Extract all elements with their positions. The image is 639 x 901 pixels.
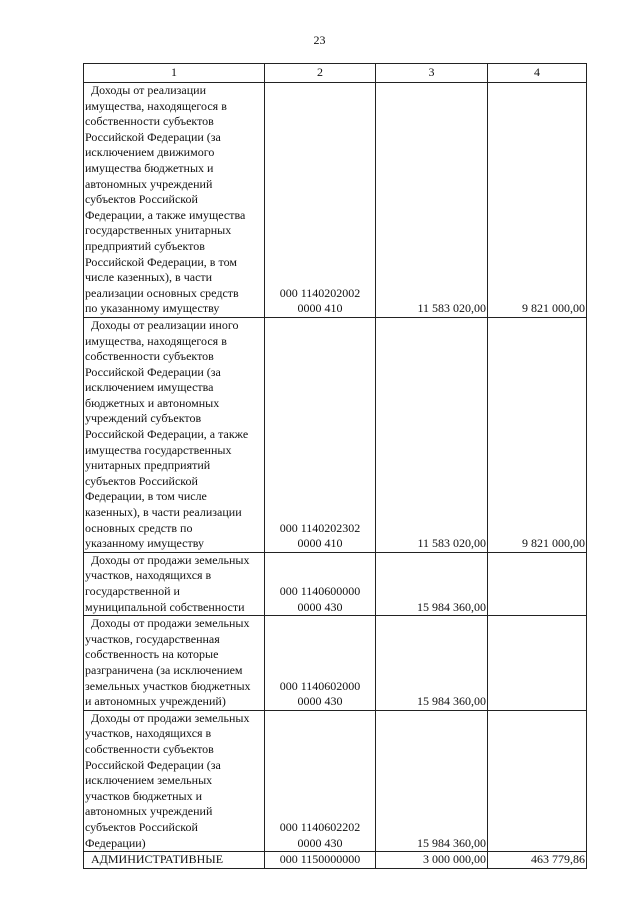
- row-name-text: Доходы от реализации иного имущества, находящегося в собственности субъектов Российской Федерации (за исключением имущества бюджетных и автономных учреждений субъектов Российской Федерации, а также имущества государственных унитарных предприятий субъектов Российской Федерации, в том числе казенных), в части реализации основных средств по указанному имуществу: [85, 317, 249, 551]
- row-name: [84, 552, 265, 615]
- column-header-3: 3: [376, 64, 488, 83]
- column-header-2: 2: [265, 64, 376, 83]
- row-value-col3: 15 984 360,00: [376, 616, 488, 711]
- table-row: [84, 83, 587, 318]
- row-value-col4: 463 779,86: [488, 852, 587, 869]
- row-value-col3: 11 583 020,00: [376, 317, 488, 552]
- revenue-table: [83, 63, 587, 869]
- row-name-text: Доходы от реализации имущества, находящегося в собственности субъектов Российской Федерации (за исключением движимого имущества бюджетных и автономных учреждений субъектов Российской Федерации, а также имущества государственных унитарных предприятий субъектов Российской Федерации, в том числе казенных), в части реализации основных средств по указанному имуществу: [85, 83, 246, 316]
- table-row: [84, 317, 587, 552]
- row-value-col4: 9 821 000,00: [488, 317, 587, 552]
- row-code: 000 1140602000 0000 430: [265, 616, 376, 711]
- row-name: [84, 616, 265, 711]
- row-name: [84, 317, 265, 552]
- row-name: [84, 83, 265, 318]
- row-name-text: Доходы от продажи земельных участков, находящихся в собственности субъектов Российской Федерации (за исключением земельных участков бюджетных и автономных учреждений субъектов Российской Федерации): [85, 710, 250, 850]
- row-name-text: Доходы от продажи земельных участков, находящихся в государственной и муниципальной собственности: [85, 552, 250, 614]
- page-number: 23: [313, 33, 326, 47]
- table-row: [84, 552, 587, 615]
- row-value-col3: 15 984 360,00: [376, 710, 488, 851]
- row-code: 000 1140600000 0000 430: [265, 552, 376, 615]
- header-row: [84, 64, 587, 83]
- table-row: [84, 616, 587, 711]
- row-value-col3: 3 000 000,00: [376, 852, 488, 869]
- table-row: [84, 710, 587, 851]
- row-name-text: АДМИНИСТРАТИВНЫЕ: [91, 852, 224, 867]
- row-code: 000 1140202002 0000 410: [265, 83, 376, 318]
- row-value-col3: 15 984 360,00: [376, 552, 488, 615]
- column-header-4: 4: [488, 64, 587, 83]
- column-header-1: 1: [84, 64, 265, 83]
- row-value-col4: [488, 552, 587, 615]
- row-name-text: Доходы от продажи земельных участков, государственная собственность на которые разграничена (за исключением земельных участков бюджетных и автономных учреждений): [85, 616, 251, 709]
- row-name: [84, 852, 265, 869]
- row-code: 000 1140202302 0000 410: [265, 317, 376, 552]
- table-row: [84, 852, 587, 869]
- row-code: 000 1150000000: [265, 852, 376, 869]
- row-code: 000 1140602202 0000 430: [265, 710, 376, 851]
- row-value-col4: [488, 710, 587, 851]
- row-value-col4: 9 821 000,00: [488, 83, 587, 318]
- row-value-col4: [488, 616, 587, 711]
- row-value-col3: 11 583 020,00: [376, 83, 488, 318]
- row-name: [84, 710, 265, 851]
